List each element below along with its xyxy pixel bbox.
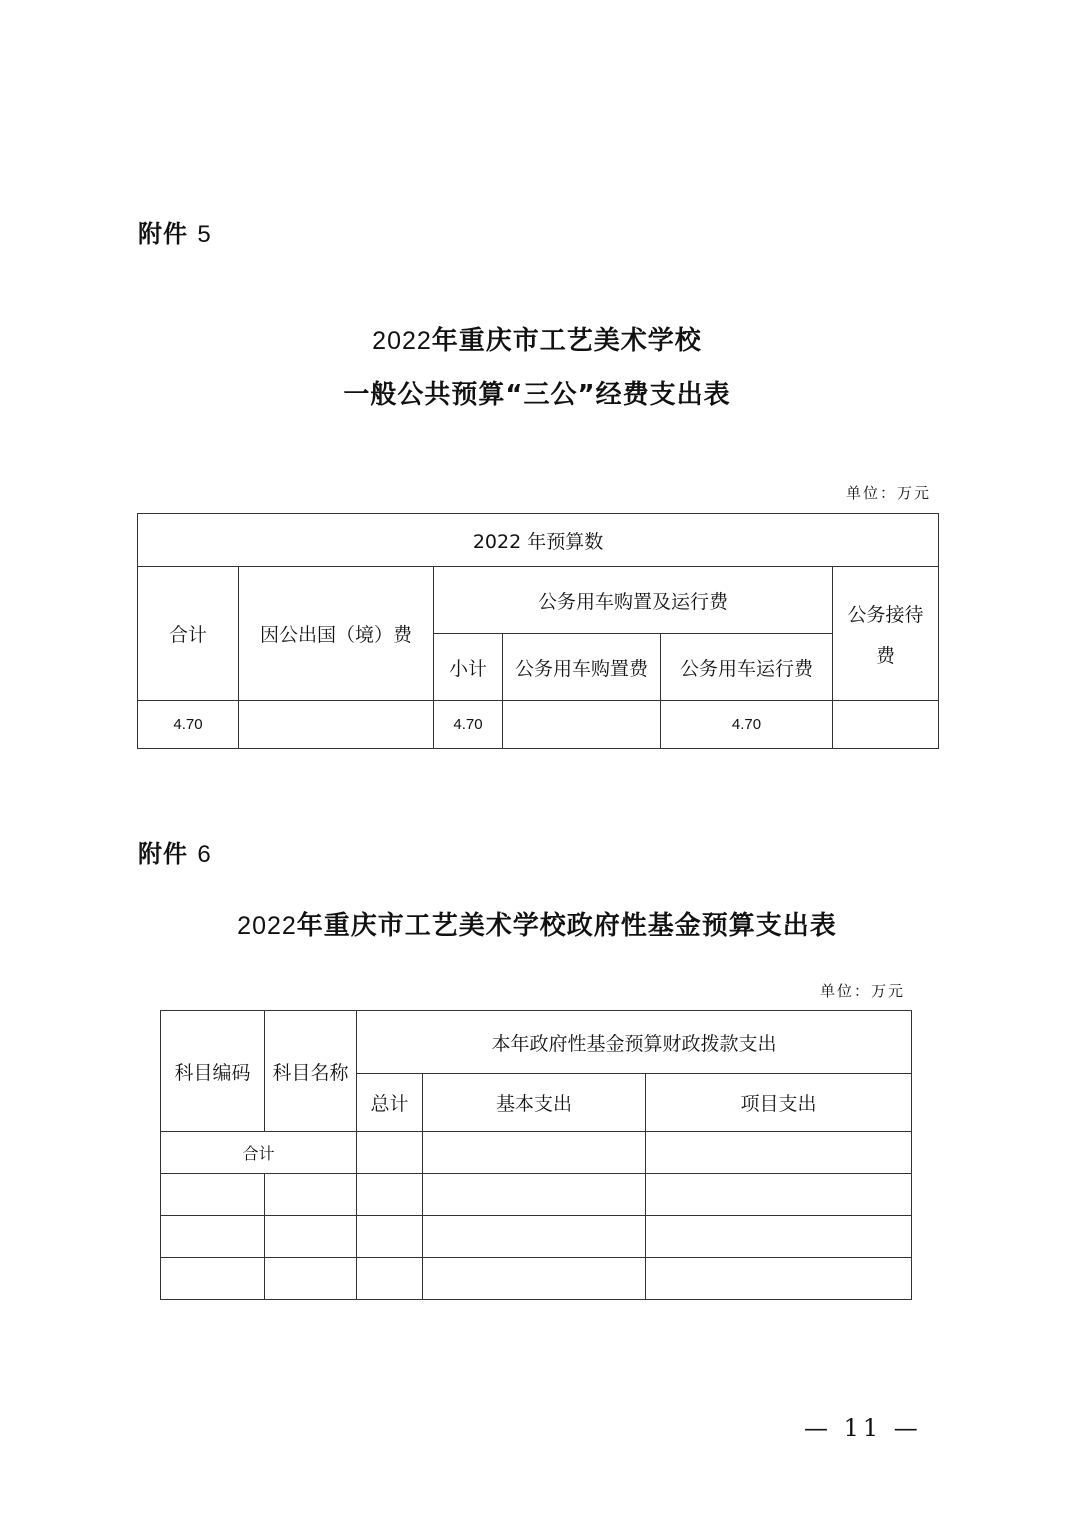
- header-project-expense: 项目支出: [646, 1074, 912, 1132]
- cell-empty: [265, 1174, 357, 1216]
- table-row: [138, 701, 939, 749]
- table-row: [161, 1258, 912, 1300]
- cell-empty: [357, 1258, 423, 1300]
- cell-empty: [423, 1132, 646, 1174]
- header-subject-code: 科目编码: [161, 1011, 265, 1132]
- attachment-5-label: [138, 214, 212, 249]
- cell-empty: [161, 1174, 265, 1216]
- table2-unit-label: 单位：万元: [820, 982, 906, 1000]
- cell-empty: [357, 1174, 423, 1216]
- cell-subtotal: 4.70: [434, 701, 503, 749]
- cell-empty: [423, 1174, 646, 1216]
- table1-title-line2: 一般公共预算“三公”经费支出表: [343, 380, 731, 410]
- title-year: 2022: [372, 327, 432, 355]
- cell-empty: [265, 1216, 357, 1258]
- cell-empty: [423, 1258, 646, 1300]
- attachment-label-text: 附件: [138, 840, 188, 868]
- header-reception-line1: 公务接待: [847, 603, 924, 626]
- table-row: [161, 1132, 912, 1174]
- attachment-number: 5: [197, 221, 212, 248]
- title-rest: 年重庆市工艺美术学校: [431, 326, 702, 356]
- three-public-expense-table: [137, 513, 939, 749]
- header-reception: [833, 567, 939, 701]
- header-total: 合计: [138, 567, 239, 701]
- cell-empty: [646, 1258, 912, 1300]
- cell-empty: [357, 1132, 423, 1174]
- attachment-number: 6: [197, 841, 212, 868]
- cell-empty: [357, 1216, 423, 1258]
- table2-title: [0, 905, 1074, 942]
- table-row: [161, 1174, 912, 1216]
- title-rest: 年重庆市工艺美术学校政府性基金预算支出表: [296, 911, 837, 941]
- cell-reception: [833, 701, 939, 749]
- header-abroad: 因公出国（境）费: [239, 567, 434, 701]
- cell-operation: 4.70: [661, 701, 833, 749]
- cell-empty: [646, 1216, 912, 1258]
- cell-empty: [161, 1216, 265, 1258]
- row-sum-label: 合计: [161, 1132, 357, 1174]
- cell-empty: [265, 1258, 357, 1300]
- table-row: [161, 1216, 912, 1258]
- page-number: — 11 —: [804, 1414, 922, 1442]
- header-vehicle-subtotal: 小计: [434, 634, 503, 701]
- header-vehicle-group: 公务用车购置及运行费: [434, 567, 833, 634]
- header-subject-name: 科目名称: [265, 1011, 357, 1132]
- table1-title-line1: [0, 320, 1074, 357]
- header-vehicle-operation: 公务用车运行费: [661, 634, 833, 701]
- cell-empty: [646, 1132, 912, 1174]
- cell-abroad: [239, 701, 434, 749]
- header-grand-total: 总计: [357, 1074, 423, 1132]
- header-budget-year: 2022 年预算数: [138, 514, 939, 567]
- government-fund-expense-table: [160, 1010, 912, 1300]
- cell-empty: [423, 1216, 646, 1258]
- table1-unit-label: 单位：万元: [846, 484, 932, 502]
- cell-purchase: [503, 701, 661, 749]
- title-year: 2022: [237, 912, 297, 940]
- cell-empty: [646, 1174, 912, 1216]
- attachment-6-label: [138, 834, 212, 869]
- cell-total: 4.70: [138, 701, 239, 749]
- header-reception-line2: 费: [876, 644, 896, 667]
- header-fund-group: 本年政府性基金预算财政拨款支出: [357, 1011, 912, 1074]
- header-basic-expense: 基本支出: [423, 1074, 646, 1132]
- cell-empty: [161, 1258, 265, 1300]
- header-vehicle-purchase: 公务用车购置费: [503, 634, 661, 701]
- attachment-label-text: 附件: [138, 220, 188, 248]
